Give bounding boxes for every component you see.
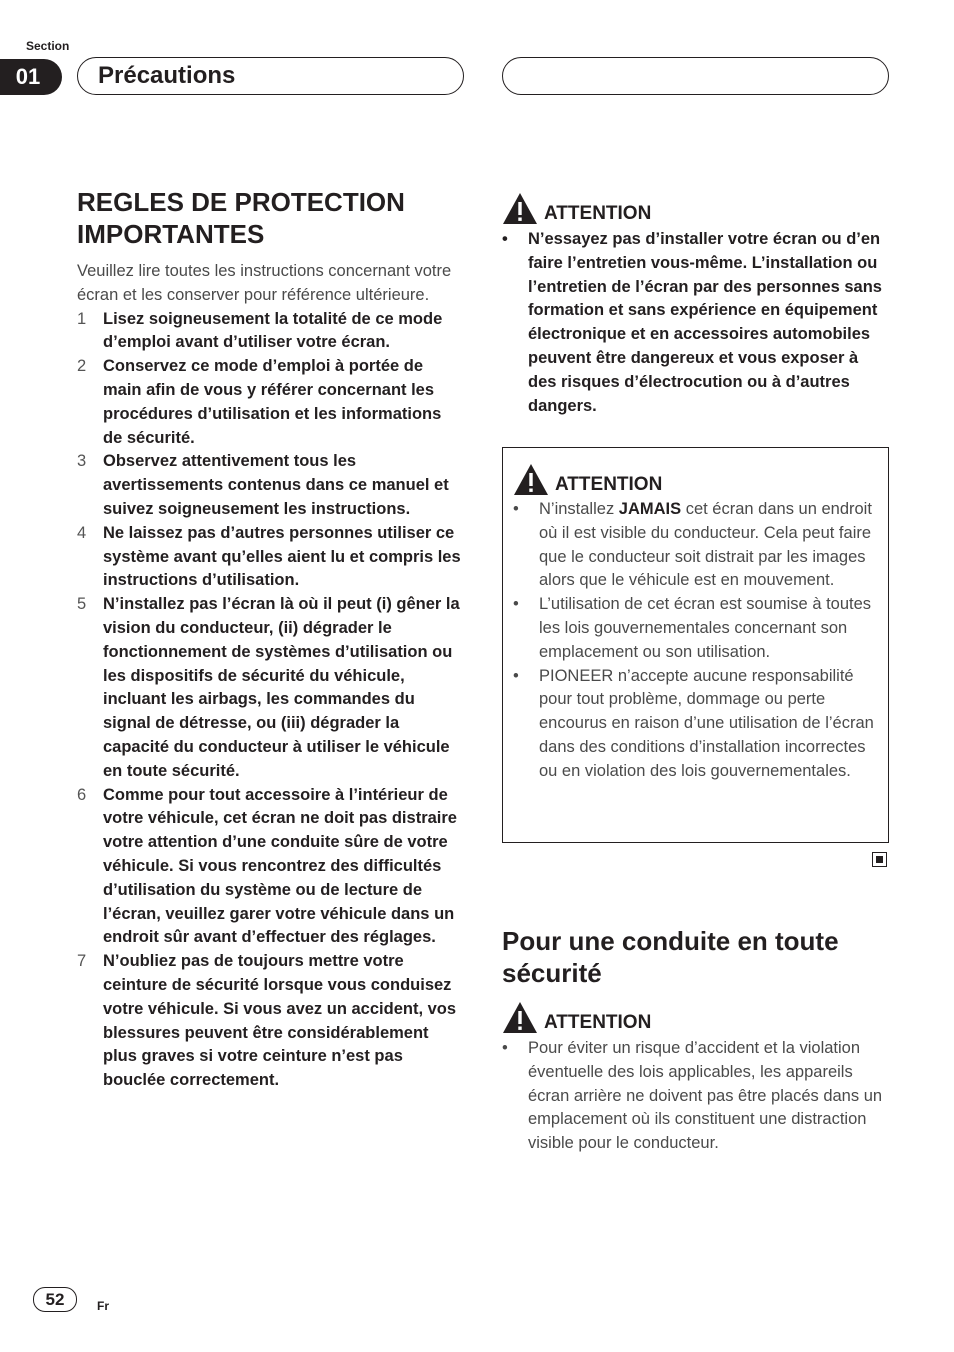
attention-label: ATTENTION <box>544 203 652 224</box>
attention-header-1 <box>502 192 890 225</box>
instruction-number: 6 <box>77 785 87 804</box>
instruction-item <box>77 355 465 450</box>
instruction-number: 1 <box>77 309 87 328</box>
section-label: Section <box>26 39 70 53</box>
attention-label: ATTENTION <box>544 1012 652 1033</box>
section-title-text: Précautions <box>98 62 236 89</box>
attention-list-3 <box>502 1037 890 1156</box>
end-of-section-icon <box>872 852 887 867</box>
list-item: • Pour éviter un risque d’accident et la violation éventuelle des lois applicables, les appareils écran arrière ne doivent pas être placés dans un emplacement où ils constituent une distraction visible pour le conducteur. <box>502 1039 883 1153</box>
list-item: • N’essayez pas d’installer votre écran ou d’en faire l’entretien vous-même. L’installation ou l’entretien de l’écran par des personnes sans formation et sans expérience en équipement électronique et en accessoires automobiles peuvent être dangereux et vous exposer à des risques d’électrocution ou à d’autres dangers. <box>502 230 882 415</box>
attention-list-1 <box>502 228 890 418</box>
list-item: • N’installez JAMAIS cet écran dans un endroit où il est visible du conducteur. Cela peut faire que le conducteur soit distrait par les images alors que le véhicule est en mouvement. <box>513 500 872 590</box>
attention-list-2 <box>513 498 878 784</box>
instruction-number: 2 <box>77 357 87 376</box>
instruction-item <box>77 950 465 1093</box>
safe-driving-section <box>502 925 890 1156</box>
instruction-item <box>77 593 465 783</box>
instruction-text: N’oubliez pas de toujours mettre votre ceinture de sécurité lorsque vous conduisez votre véhicule. Si vous avez un accident, vos blessures peuvent être considérablement plus graves si votre ceinture n’est pas bouclée correctement. <box>103 952 457 1090</box>
attention-label: ATTENTION <box>555 474 663 495</box>
instruction-number: 3 <box>77 452 87 471</box>
main-heading: REGLES DE PROTECTION IMPORTANTES <box>77 187 405 249</box>
instruction-number: 7 <box>77 952 87 971</box>
instructions-list <box>77 308 465 1093</box>
attention-block-1 <box>502 192 890 418</box>
language-code: Fr <box>97 1299 109 1313</box>
section-title <box>77 57 464 95</box>
header-empty-pill <box>502 57 889 95</box>
instruction-text: Lisez soigneusement la totalité de ce mode d’emploi avant d’utiliser votre écran. <box>103 309 443 352</box>
instruction-item <box>77 784 465 951</box>
page-number: 52 <box>33 1287 77 1312</box>
instruction-text: Conservez ce mode d’emploi à portée de main afin de vous y référer concernant les procédures d’utilisation et les informations de sécurité. <box>103 357 442 447</box>
safe-driving-heading: Pour une conduite en toute sécurité <box>502 926 839 988</box>
instruction-text: N’installez pas l’écran là où il peut (i) gêner la vision du conducteur, (ii) dégrader le fonctionnement de systèmes d’utilisation ou les dispositifs de sécurité du véhicule, incluant les airbags, les commandes du signal de détresse, ou (iii) dégrader la capacité du conducteur à utiliser le véhicule en toute sécurité. <box>103 595 460 780</box>
instruction-text: Ne laissez pas d’autres personnes utiliser ce système avant qu’elles aient lu et compris les instructions d’utilisation. <box>103 523 461 590</box>
instruction-item <box>77 450 465 521</box>
left-column <box>77 186 465 1093</box>
section-number-tab: 01 <box>0 59 62 95</box>
instruction-number: 5 <box>77 595 87 614</box>
instruction-item <box>77 308 465 356</box>
list-item: • L’utilisation de cet écran est soumise à toutes les lois gouvernementales concernant son emplacement ou son utilisation. <box>513 595 872 661</box>
attention-header-2 <box>513 463 878 496</box>
intro-paragraph: Veuillez lire toutes les instructions concernant votre écran et les conserver pour référence ultérieure. <box>77 262 452 304</box>
instruction-item <box>77 522 465 593</box>
list-item: • PIONEER n’accepte aucune responsabilité pour tout problème, dommage ou perte encourus en raison d’une utilisation de l’écran dans des conditions d’installation incorrectes ou en violation des lois gouvernementales. <box>513 666 874 780</box>
instruction-text: Observez attentivement tous les avertissements contenus dans ce manuel et suivez soigneusement les instructions. <box>103 452 449 518</box>
attention-header-3 <box>502 1001 890 1034</box>
warning-triangle-icon <box>502 1001 538 1034</box>
emphasis-text: JAMAIS <box>618 500 682 518</box>
warning-triangle-icon <box>513 463 549 496</box>
warning-triangle-icon <box>502 192 538 225</box>
attention-box <box>502 447 889 843</box>
instruction-number: 4 <box>77 523 87 542</box>
instruction-text: Comme pour tout accessoire à l’intérieur de votre véhicule, cet écran ne doit pas distraire votre attention d’une conduite sûre de votre véhicule. Si vous rencontrez des difficultés d’utilisation du système ou de lecture de l’écran, veuillez garer votre véhicule dans un endroit sûr avant d’effectuer des réglages. <box>103 785 457 947</box>
